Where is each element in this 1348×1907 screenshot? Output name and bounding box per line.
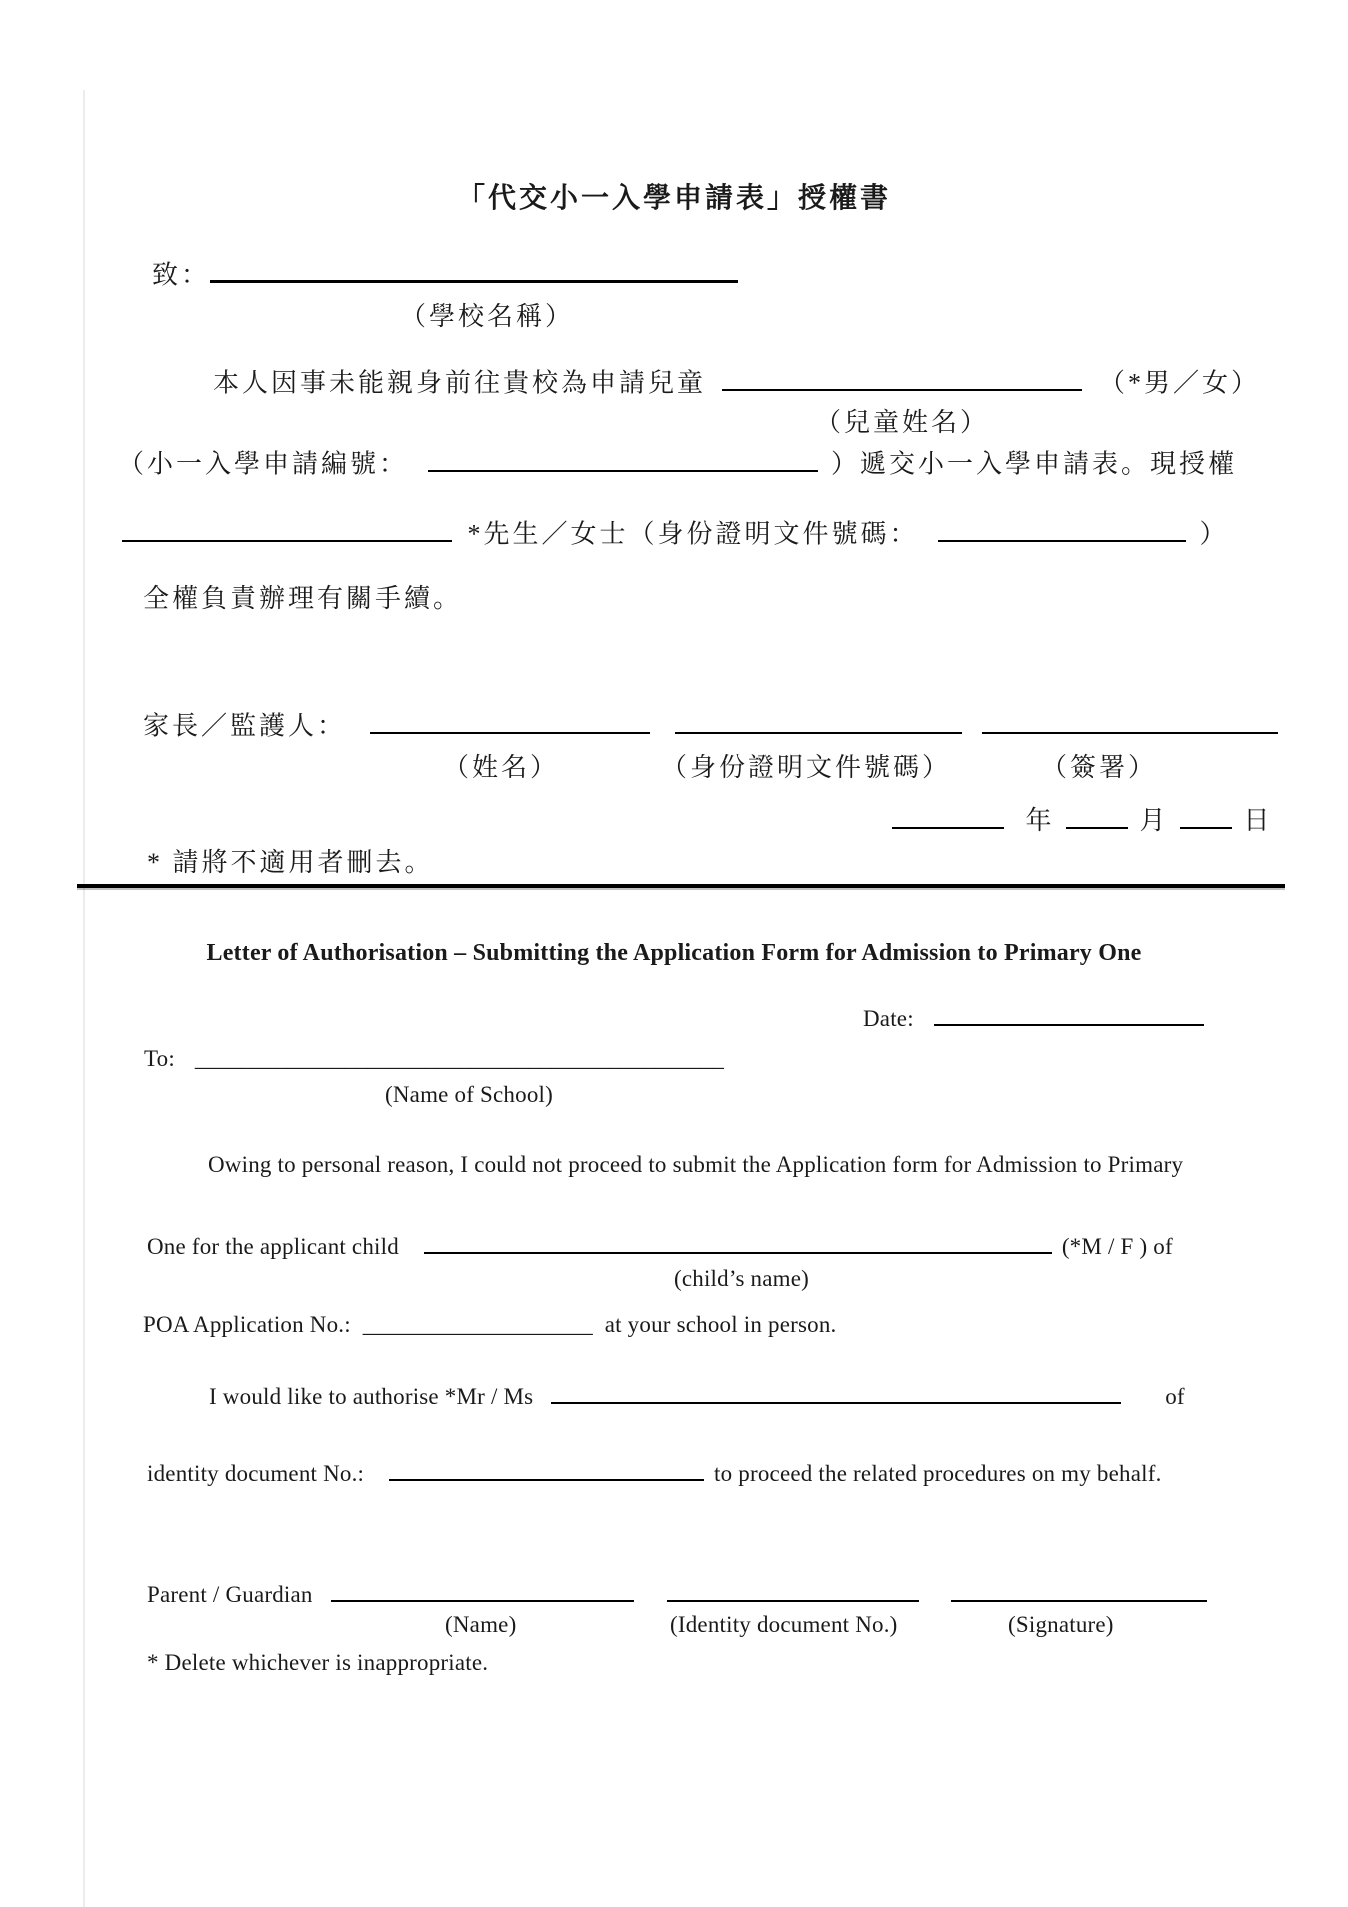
zh-signature-caption: （簽署）: [1041, 753, 1158, 782]
en-school-name-blank: ______________________________________________: [194, 1046, 724, 1071]
en-authorise-row: [209, 1378, 1185, 1410]
en-authorised-person-blank: [551, 1378, 1121, 1404]
en-child-prefix: One for the applicant child: [147, 1234, 399, 1260]
en-poa-label: POA Application No.:: [143, 1312, 351, 1337]
zh-id-caption: （身份證明文件號碼）: [661, 753, 952, 782]
zh-gender-label: （*男／女）: [1099, 368, 1261, 398]
zh-guardian-id-blank: [675, 705, 962, 734]
en-child-name-blank: [424, 1228, 1052, 1254]
en-poa-blank: ____________________: [362, 1312, 593, 1337]
en-to-label: To:: [144, 1046, 175, 1071]
zh-day-label: 日: [1243, 806, 1273, 836]
en-id-label: identity document No.:: [147, 1461, 365, 1487]
zh-guardian-row: [143, 705, 1278, 742]
zh-month-label: 月: [1139, 806, 1169, 836]
en-paragraph-line1: Owing to personal reason, I could not proceed to submit the Application form for Admission to Primary: [208, 1152, 1184, 1177]
zh-child-name-caption: （兒童姓名）: [815, 408, 990, 437]
en-of-label: of: [1165, 1384, 1185, 1410]
en-signature-caption: (Signature): [1008, 1612, 1114, 1637]
zh-application-no-suffix: ）遞交小一入學申請表。現授權: [831, 449, 1238, 479]
zh-delete-note: * 請將不適用者刪去。: [147, 848, 434, 877]
zh-guardian-label: 家長／監護人：: [143, 711, 347, 741]
zh-school-name-caption: （學校名稱）: [400, 302, 575, 331]
en-poa-suffix: at your school in person.: [604, 1312, 837, 1337]
zh-day-blank: [1180, 800, 1232, 829]
zh-application-no-row: [118, 443, 1237, 480]
zh-child-row: [213, 362, 1260, 399]
en-id-suffix: to proceed the related procedures on my behalf.: [714, 1461, 1162, 1487]
en-authorise-prefix: I would like to authorise *Mr / Ms: [209, 1384, 534, 1410]
en-to-row: [144, 1046, 724, 1072]
section-divider: [77, 884, 1285, 888]
en-guardian-id-blank: [667, 1576, 919, 1602]
zh-authorise-row: [122, 513, 1229, 550]
zh-school-name-blank: [210, 253, 738, 283]
page-left-edge: [83, 90, 85, 1907]
zh-child-sentence: 本人因事未能親身前往貴校為申請兒童: [213, 368, 707, 398]
zh-close-paren: ）: [1199, 519, 1229, 549]
zh-month-blank: [1066, 800, 1128, 829]
zh-name-caption: （姓名）: [443, 753, 560, 782]
zh-year-blank: [892, 800, 1004, 829]
en-date-label: Date:: [863, 1006, 914, 1032]
en-guardian-label: Parent / Guardian: [147, 1582, 313, 1608]
zh-guardian-signature-blank: [982, 705, 1278, 734]
en-name-caption: (Name): [445, 1612, 517, 1637]
zh-id-number-blank: [938, 513, 1186, 542]
zh-date-row: [892, 800, 1273, 837]
zh-application-no-label: （小一入學申請編號：: [118, 449, 409, 479]
zh-to-row: [152, 253, 738, 291]
en-child-name-caption: (child’s name): [674, 1266, 810, 1291]
en-child-row: [147, 1228, 1173, 1260]
en-school-name-caption: (Name of School): [385, 1082, 553, 1107]
zh-guardian-name-blank: [370, 705, 650, 734]
zh-title: 「代交小一入學申請表」授權書: [456, 183, 891, 214]
en-poa-row: [143, 1312, 836, 1338]
zh-year-label: 年: [1025, 806, 1055, 836]
en-date-row: [863, 1000, 1204, 1032]
en-guardian-name-blank: [331, 1576, 634, 1602]
en-guardian-signature-blank: [951, 1576, 1207, 1602]
en-gender-label: (*M / F ) of: [1061, 1234, 1173, 1260]
en-id-caption: (Identity document No.): [670, 1612, 898, 1637]
en-id-number-blank: [389, 1455, 704, 1481]
zh-duty-sentence: 全權負責辦理有關手續。: [143, 584, 463, 613]
zh-child-name-blank: [722, 362, 1082, 391]
en-id-row: [147, 1455, 1162, 1487]
en-date-blank: [934, 1000, 1204, 1026]
en-guardian-row: [147, 1576, 1207, 1608]
en-delete-note: * Delete whichever is inappropriate.: [147, 1650, 489, 1675]
zh-authorised-person-title: *先生／女士（身份證明文件號碼：: [467, 519, 919, 549]
en-title: Letter of Authorisation – Submitting the Application Form for Admission to Primary One: [206, 940, 1142, 966]
zh-authorised-person-blank: [122, 513, 452, 542]
zh-application-no-blank: [428, 443, 818, 472]
zh-to-label: 致：: [152, 260, 211, 290]
